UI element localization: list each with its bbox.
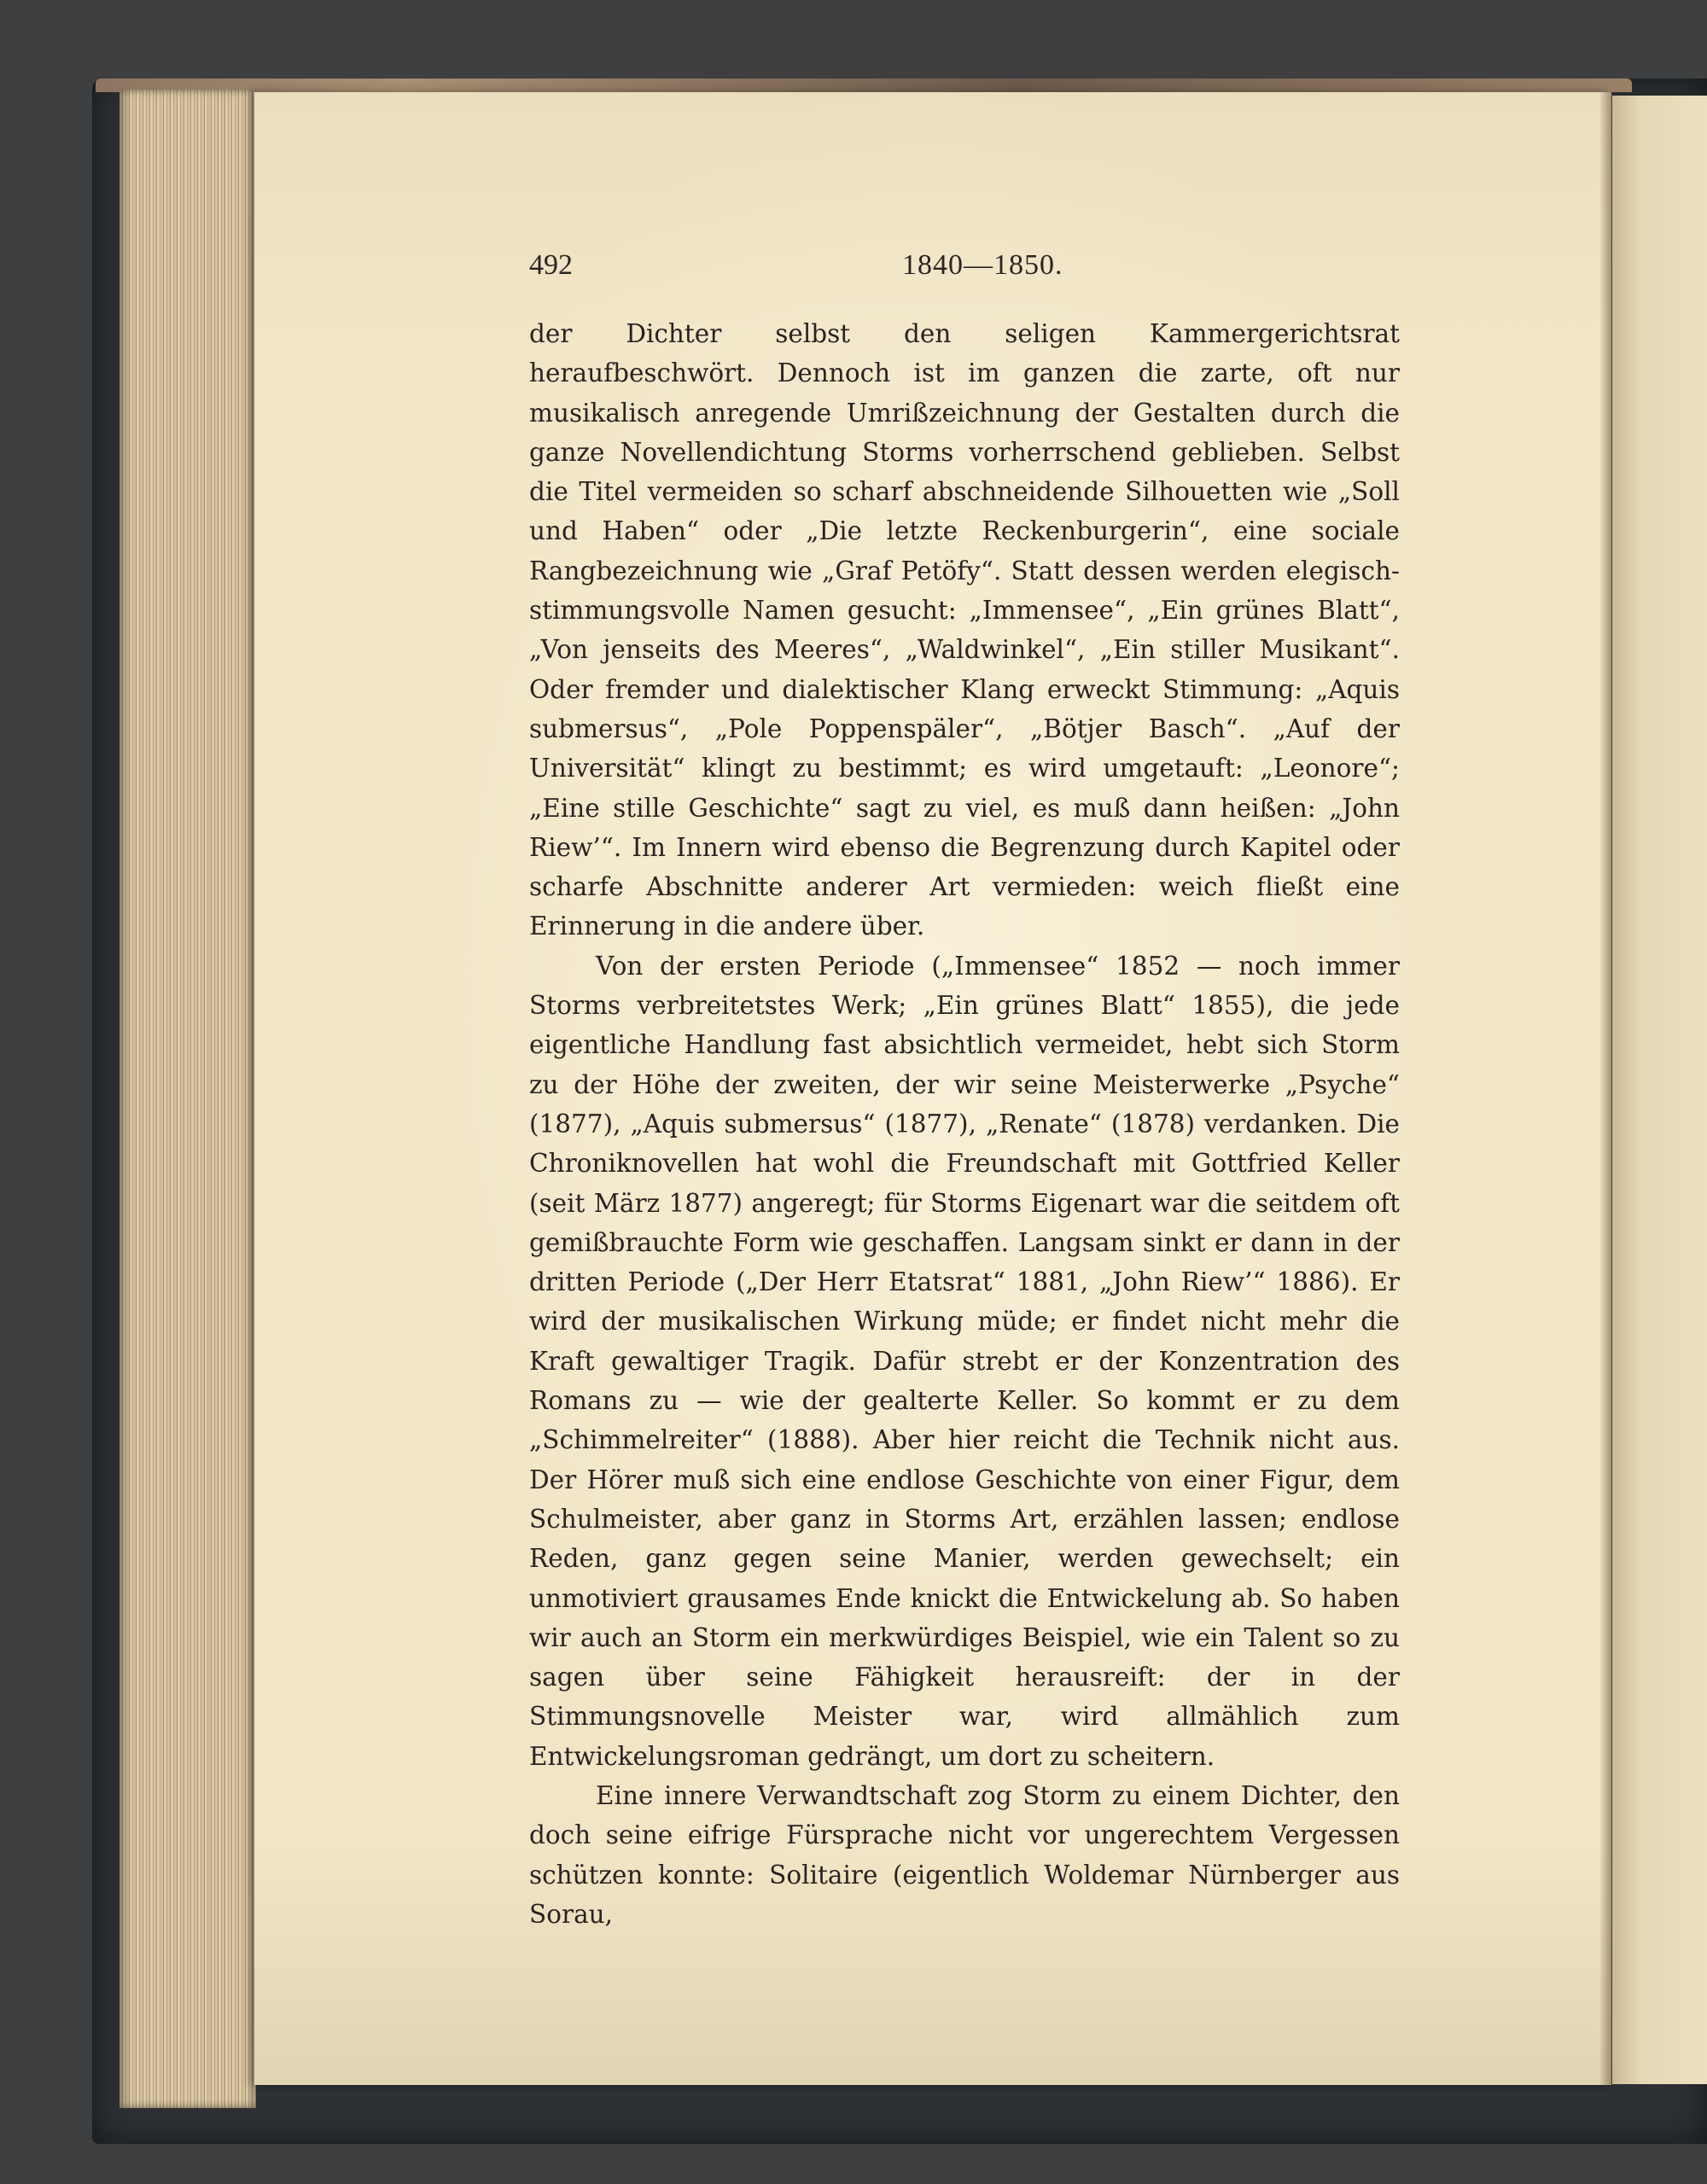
- paragraph-3: Eine innere Verwandtschaft zog Storm zu einem Dichter, den doch seine eifrige Fürsprache nicht vor ungerechtem Vergessen schützen konnte: Solitaire (eigentlich Woldemar Nürnberger aus Sorau,: [529, 1780, 1400, 1929]
- page-edges: [119, 90, 256, 2108]
- page-header: [529, 249, 1400, 292]
- facing-page-edge: [1612, 96, 1707, 2084]
- book-gutter: [1600, 92, 1612, 2085]
- running-head: 1840—1850.: [902, 249, 1063, 281]
- paragraph-1: der Dichter selbst den seligen Kammergerichtsrat heraufbeschwört. Dennoch ist im ganzen die zarte, oft nur musikalisch anregende Umrißzeichnung der Gestalten durch die ganze Novellendichtung Storms vorherrschend geblieben. Selbst die Titel vermeiden so scharf abschneidende Silhouetten wie „Soll und Haben“ oder „Die letzte Reckenburgerin“, eine sociale Rangbezeichnung wie „Graf Petöfy“. Statt dessen werden elegisch-stimmungsvolle Namen gesucht: „Immensee“, „Ein grünes Blatt“, „Von jenseits des Meeres“, „Waldwinkel“, „Ein stiller Musikant“. Oder fremder und dialektischer Klang erweckt Stimmung: „Aquis submersus“, „Pole Poppenspäler“, „Bötjer Basch“. „Auf der Universität“ klingt zu bestimmt; es wird umgetauft: „Leonore“; „Eine stille Geschichte“ sagt zu viel, es muß dann heißen: „John Riew’“. Im Innern wird ebenso die Begrenzung durch Kapitel oder scharfe Abschnitte anderer Art vermieden: weich fließt eine Erinnerung in die andere über.: [529, 319, 1400, 941]
- page-number: 492: [529, 249, 573, 281]
- paragraph-2: Von der ersten Periode („Immensee“ 1852 — noch immer Storms verbreitetstes Werk; „Ein grünes Blatt“ 1855), die jede eigentliche Handlung fast absichtlich vermeidet, hebt sich Storm zu der Höhe der zweiten, der wir seine Meisterwerke „Psyche“ (1877), „Aquis submersus“ (1877), „Renate“ (1878) verdanken. Die Chroniknovellen hat wohl die Freundschaft mit Gottfried Keller (seit März 1877) angeregt; für Storms Eigenart war die seitdem oft gemißbrauchte Form wie geschaffen. Langsam sinkt er dann in der dritten Periode („Der Herr Etatsrat“ 1881, „John Riew’“ 1886). Er wird der musikalischen Wirkung müde; er findet nicht mehr die Kraft gewaltiger Tragik. Dafür strebt er der Konzentration des Romans zu — wie der gealterte Keller. So kommt er zu dem „Schimmelreiter“ (1888). Aber hier reicht die Technik nicht aus. Der Hörer muß sich eine endlose Geschichte von einer Figur, dem Schulmeister, aber ganz in Storms Art, erzählen lassen; endlose Reden, ganz gegen seine Manier, werden gewechselt; ein unmotiviert grausames Ende knickt die Entwickelung ab. So haben wir auch an Storm ein merkwürdiges Beispiel, wie ein Talent so zu sagen über seine Fähigkeit herausreift: der in der Stimmungsnovelle Meister war, wird allmählich zum Entwickelungsroman gedrängt, um dort zu scheitern.: [529, 951, 1400, 1771]
- body-text: [529, 314, 1400, 1934]
- cover-top-edge: [96, 79, 1632, 92]
